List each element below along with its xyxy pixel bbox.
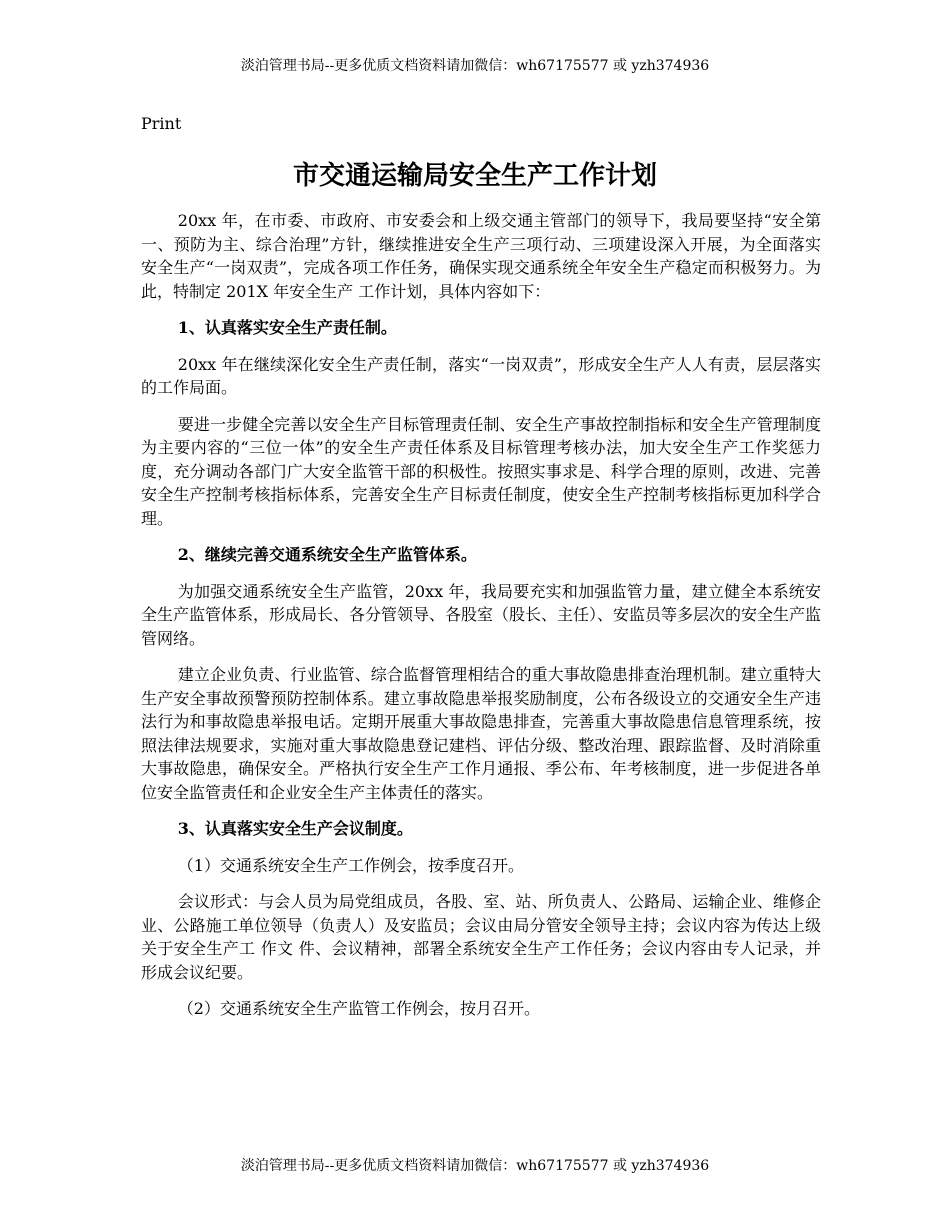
section-heading-3: 3、认真落实安全生产会议制度。 [177, 819, 413, 838]
section-3-item-1: （1）交通系统安全生产工作例会，按季度召开。 [177, 855, 524, 875]
section-1-paragraph-1: 20xx 年在继续深化安全生产责任制，落实“一岗双责”，形成安全生产人人有责，层层落实的工作局面。 [141, 354, 821, 397]
section-3-paragraph-1: 会议形式：与会人员为局党组成员，各股、室、站、所负责人、公路局、运输企业、维修企业、公路施工单位领导（负责人）及安监员；会议由局分管安全领导主持；会议内容为传达上级关于安全生产工 作文 件、会议精神，部署全系统安全生产工作任务；会议内容由专人记录，并形成会议纪要。 [141, 892, 821, 982]
section-2-paragraph-1: 为加强交通系统安全生产监管，20xx 年，我局要充实和加强监管力量，建立健全本系统安全生产监管体系，形成局长、各分管领导、各股室（股长、主任）、安监员等多层次的安全生产监管网络。 [141, 581, 822, 648]
section-1-paragraph-2: 要进一步健全完善以安全生产目标管理责任制、安全生产事故控制指标和安全生产管理制度为主要内容的“三位一体”的安全生产责任体系及目标管理考核办法，加大安全生产工作奖惩力度，充分调动各部门广大安全监管干部的积极性。按照实事求是、科学合理的原则，改进、完善安全生产控制考核指标体系，完善安全生产目标责任制度，使安全生产控制考核指标更加科学合理。 [141, 414, 821, 528]
print-label: Print [141, 114, 182, 133]
section-3-item-2: （2）交通系统安全生产监管工作例会，按月召开。 [177, 999, 540, 1018]
document-body [141, 209, 821, 1034]
section-heading-1: 1、认真落实安全生产责任制。 [177, 318, 397, 337]
intro-paragraph: 20xx 年，在市委、市政府、市安委会和上级交通主管部门的领导下，我局要坚持“安全第一、预防为主、综合治理”方针，继续推进安全生产三项行动、三项建设深入开展，为全面落实安全生产“一岗双责”，完成各项工作任务，确保实现交通系统全年安全生产稳定而积极努力。为此，特制定 201X 年安全生产 工作计划，具体内容如下： [141, 211, 821, 301]
section-2-paragraph-2: 建立企业负责、行业监管、综合监督管理相结合的重大事故隐患排查治理机制。建立重特大生产安全事故预警预防控制体系。建立事故隐患举报奖励制度，公布各级设立的交通安全生产违法行为和事故隐患举报电话。定期开展重大事故隐患排查，完善重大事故隐患信息管理系统，按照法律法规要求，实施对重大事故隐患登记建档、评估分级、整改治理、跟踪监督、及时消除重大事故隐患，确保安全。严格执行安全生产工作月通报、季公布、年考核制度，进一步促进各单位安全监管责任和企业安全生产主体责任的落实。 [141, 665, 821, 802]
section-heading-2: 2、继续完善交通系统安全生产监管体系。 [177, 545, 477, 564]
page-footer: 淡泊管理书局--更多优质文档资料请加微信：wh67175577 或 yzh374936 [240, 1158, 710, 1174]
document-title: 市交通运输局安全生产工作计划 [292, 161, 657, 191]
page-header: 淡泊管理书局--更多优质文档资料请加微信：wh67175577 或 yzh374936 [240, 58, 710, 74]
